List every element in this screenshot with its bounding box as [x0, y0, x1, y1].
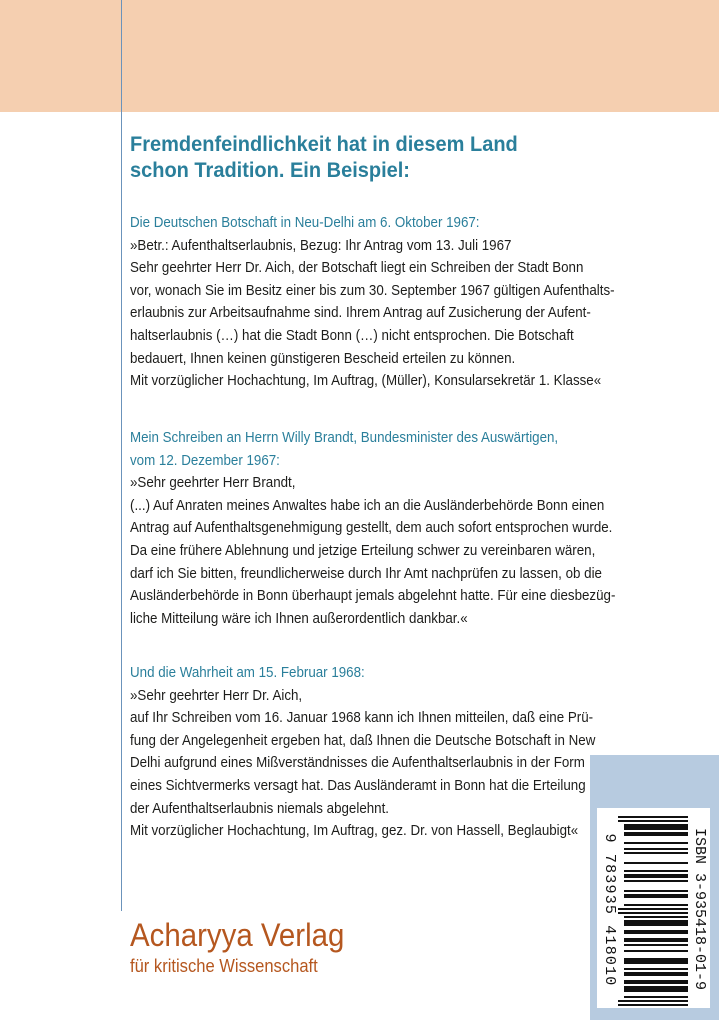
- body-line: Mit vorzüglicher Hochachtung, Im Auftrag, gez. Dr. von Hassell, Beglaubigt«: [130, 822, 579, 840]
- section-botschaft-letter: [130, 212, 615, 393]
- headline-line-1: Fremdenfeindlichkeit hat in diesem Land: [130, 132, 518, 156]
- barcode-bar: [618, 908, 688, 910]
- barcode-bar: [624, 832, 688, 834]
- barcode-bar: [624, 980, 688, 982]
- barcode-bar: [624, 944, 688, 946]
- barcode-bars: [618, 808, 688, 1008]
- barcode-bar: [624, 930, 688, 932]
- barcode-bar: [624, 894, 688, 896]
- barcode-bar: [624, 904, 688, 906]
- isbn-label: ISBN 3-935418-01-9: [691, 827, 708, 991]
- body-line: (...) Auf Anraten meines Anwaltes habe ich an die Ausländerbehörde Bonn einen: [130, 496, 605, 514]
- body-line: darf ich Sie bitten, freundlicherweise durch Ihr Amt nachprüfen zu lassen, ob die: [130, 564, 602, 582]
- barcode-bar: [624, 874, 688, 876]
- section-subheading: Mein Schreiben an Herrn Willy Brandt, Bundesminister des Auswärtigen,: [130, 429, 559, 446]
- barcode-bar: [624, 968, 688, 970]
- body-line: Sehr geehrter Herr Dr. Aich, der Botschaft liegt ein Schreiben der Stadt Bonn: [130, 259, 584, 277]
- body-line: Da eine frühere Ablehnung und jetzige Erteilung schwer zu vereinbaren wären,: [130, 541, 596, 559]
- barcode-digits: 9 783935 418010: [601, 833, 618, 987]
- barcode-bar: [624, 972, 688, 974]
- body-line: fung der Angelegenheit ergeben hat, daß Ihnen die Deutsche Botschaft in New: [130, 731, 596, 749]
- barcode-bar: [618, 1004, 688, 1006]
- top-color-band: [0, 0, 719, 112]
- body-line: Ausländerbehörde in Bonn überhaupt jemals abgelehnt hatte. Für eine diesbezüg-: [130, 587, 616, 605]
- body-line: erlaubnis zur Arbeitsaufnahme sind. Ihrem Antrag auf Zusicherung der Aufent-: [130, 304, 591, 322]
- barcode-bar: [624, 876, 688, 878]
- section-subheading: Die Deutschen Botschaft in Neu-Delhi am 6. Oktober 1967:: [130, 214, 480, 231]
- barcode-bar: [624, 862, 688, 864]
- barcode-bar: [624, 896, 688, 898]
- body-line: Antrag auf Aufenthaltsgenehmigung gestellt, dem auch sofort entsprochen wurde.: [130, 519, 613, 537]
- barcode-bar: [624, 986, 688, 988]
- body-line: »Sehr geehrter Herr Brandt,: [130, 474, 296, 492]
- barcode-bar: [624, 960, 688, 962]
- barcode-bar: [624, 870, 688, 872]
- barcode-bar: [624, 848, 688, 850]
- body-line: eines Sichtvermerks versagt hat. Das Ausländeramt in Bonn hat die Erteilung: [130, 776, 586, 794]
- barcode-bar: [624, 996, 688, 998]
- body-line: auf Ihr Schreiben vom 16. Januar 1968 kann ich Ihnen mitteilen, daß eine Prü-: [130, 709, 594, 727]
- body-line: Mit vorzüglicher Hochachtung, Im Auftrag, (Müller), Konsularsekretär 1. Klasse«: [130, 372, 602, 390]
- barcode-bar: [624, 880, 688, 882]
- barcode-bar: [624, 852, 688, 854]
- publisher-name: Acharyya Verlag: [130, 917, 345, 953]
- publisher-logo: [130, 916, 344, 978]
- barcode-bar: [624, 920, 688, 922]
- barcode-bar: [624, 834, 688, 836]
- body-line: »Betr.: Aufenthaltserlaubnis, Bezug: Ihr Antrag vom 13. Juli 1967: [130, 236, 512, 254]
- section-truth-letter: [130, 662, 596, 843]
- barcode-bar: [624, 924, 688, 926]
- barcode-bar: [624, 932, 688, 934]
- barcode-bar: [624, 916, 688, 918]
- barcode-bar: [618, 912, 688, 914]
- barcode-bar: [624, 990, 688, 992]
- section-subheading: Und die Wahrheit am 15. Februar 1968:: [130, 664, 365, 681]
- barcode-bar: [624, 890, 688, 892]
- barcode-bar: [624, 824, 688, 826]
- barcode-bar: [624, 974, 688, 976]
- body-line: haltserlaubnis (…) hat die Stadt Bonn (…) nicht entsprochen. Die Botschaft: [130, 326, 574, 344]
- section-subheading: vom 12. Dezember 1967:: [130, 451, 280, 469]
- barcode-bar: [624, 982, 688, 984]
- headline-line-2: schon Tradition. Ein Beispiel:: [130, 158, 410, 182]
- body-line: »Sehr geehrter Herr Dr. Aich,: [130, 686, 303, 704]
- barcode-bar: [624, 962, 688, 964]
- headline: [130, 131, 567, 183]
- body-line: der Aufenthaltserlaubnis niemals abgelehnt.: [130, 799, 390, 817]
- barcode-bar: [624, 828, 688, 830]
- publisher-tagline: für kritische Wissenschaft: [130, 956, 318, 976]
- body-line: liche Mitteilung wäre ich Ihnen außerordentlich dankbar.«: [130, 609, 468, 627]
- barcode-bar: [624, 940, 688, 942]
- barcode-bar: [624, 950, 688, 952]
- barcode-bar: [624, 958, 688, 960]
- barcode-bar: [624, 842, 688, 844]
- barcode-bar: [624, 922, 688, 924]
- body-line: Delhi aufgrund eines Mißverständnisses die Aufenthaltserlaubnis in der Form: [130, 754, 585, 772]
- barcode-bar: [624, 988, 688, 990]
- body-line: bedauert, Ihnen keinen günstigeren Bescheid erteilen zu können.: [130, 349, 516, 367]
- barcode-bar: [618, 1000, 688, 1002]
- section-brandt-letter: [130, 427, 616, 630]
- barcode-rotated-group: [597, 808, 710, 1008]
- body-line: vor, wonach Sie im Besitz einer bis zum 30. September 1967 gültigen Aufenthalts-: [130, 281, 615, 299]
- isbn-barcode: [597, 808, 710, 1008]
- barcode-bar: [624, 826, 688, 828]
- barcode-bar: [618, 820, 688, 822]
- barcode-bar: [624, 938, 688, 940]
- vertical-rule: [121, 0, 122, 911]
- barcode-bar: [618, 816, 688, 818]
